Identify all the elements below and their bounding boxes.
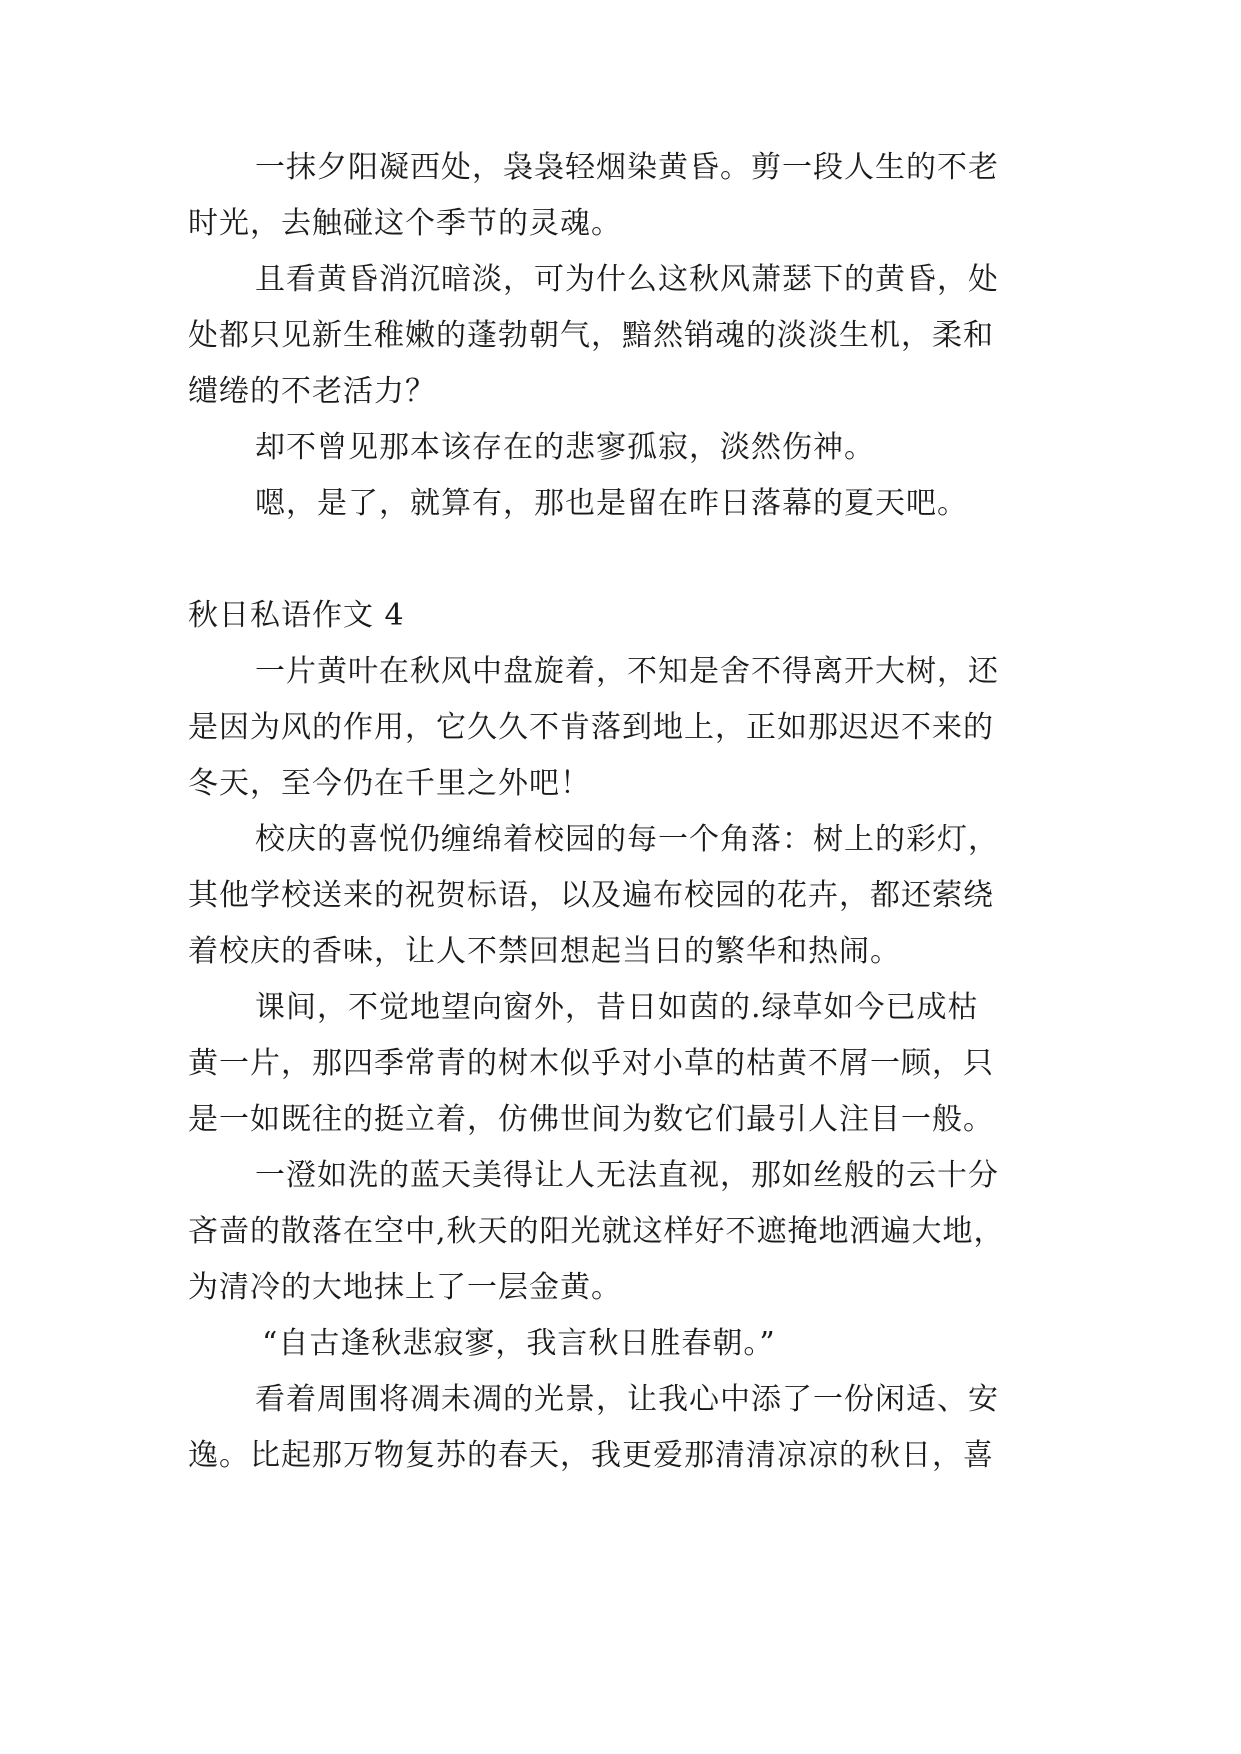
paragraph-line: 处都只见新生稚嫩的蓬勃朝气，黯然销魂的淡淡生机，柔和 xyxy=(188,318,994,353)
paragraph-line: 一片黄叶在秋风中盘旋着，不知是舍不得离开大树，还 xyxy=(255,654,999,689)
paragraph-line: 且看黄昏消沉暗淡，可为什么这秋风萧瑟下的黄昏，处 xyxy=(255,262,999,297)
section-heading: 秋日私语作文 4 xyxy=(188,598,405,633)
paragraph-line: 课间，不觉地望向窗外，昔日如茵的.绿草如今已成枯 xyxy=(255,990,979,1025)
paragraph-line: 是一如既往的挺立着，仿佛世间为数它们最引人注目一般。 xyxy=(188,1102,994,1137)
paragraph-line: 为清冷的大地抹上了一层金黄。 xyxy=(188,1270,622,1305)
paragraph-line: 着校庆的香味，让人不禁回想起当日的繁华和热闹。 xyxy=(188,934,901,969)
paragraph-line: 一澄如洗的蓝天美得让人无法直视，那如丝般的云十分 xyxy=(255,1158,999,1193)
paragraph-line: 缱绻的不老活力？ xyxy=(188,374,436,409)
paragraph-line: 黄一片，那四季常青的树木似乎对小草的枯黄不屑一顾，只 xyxy=(188,1046,994,1081)
paragraph-line: 时光，去触碰这个季节的灵魂。 xyxy=(188,206,622,241)
paragraph-line: 吝啬的散落在空中,秋天的阳光就这样好不遮掩地洒遍大地， xyxy=(188,1214,1005,1249)
quotation-line: “自古逢秋悲寂寥，我言秋日胜春朝。” xyxy=(262,1326,776,1361)
paragraph-line: 却不曾见那本该存在的悲寥孤寂，淡然伤神。 xyxy=(255,430,875,465)
paragraph-line: 校庆的喜悦仍缠绵着校园的每一个角落：树上的彩灯， xyxy=(255,822,999,857)
paragraph-line: 看着周围将凋未凋的光景，让我心中添了一份闲适、安 xyxy=(255,1382,999,1417)
paragraph-line: 冬天，至今仍在千里之外吧！ xyxy=(188,766,591,801)
paragraph-line: 逸。比起那万物复苏的春天，我更爱那清清凉凉的秋日，喜 xyxy=(188,1438,994,1473)
paragraph-line: 一抹夕阳凝西处，袅袅轻烟染黄昏。剪一段人生的不老 xyxy=(255,150,999,185)
paragraph-line: 是因为风的作用，它久久不肯落到地上，正如那迟迟不来的 xyxy=(188,710,994,745)
paragraph-line: 嗯，是了，就算有，那也是留在昨日落幕的夏天吧。 xyxy=(255,486,968,521)
paragraph-line: 其他学校送来的祝贺标语，以及遍布校园的花卉，都还萦绕 xyxy=(188,878,994,913)
